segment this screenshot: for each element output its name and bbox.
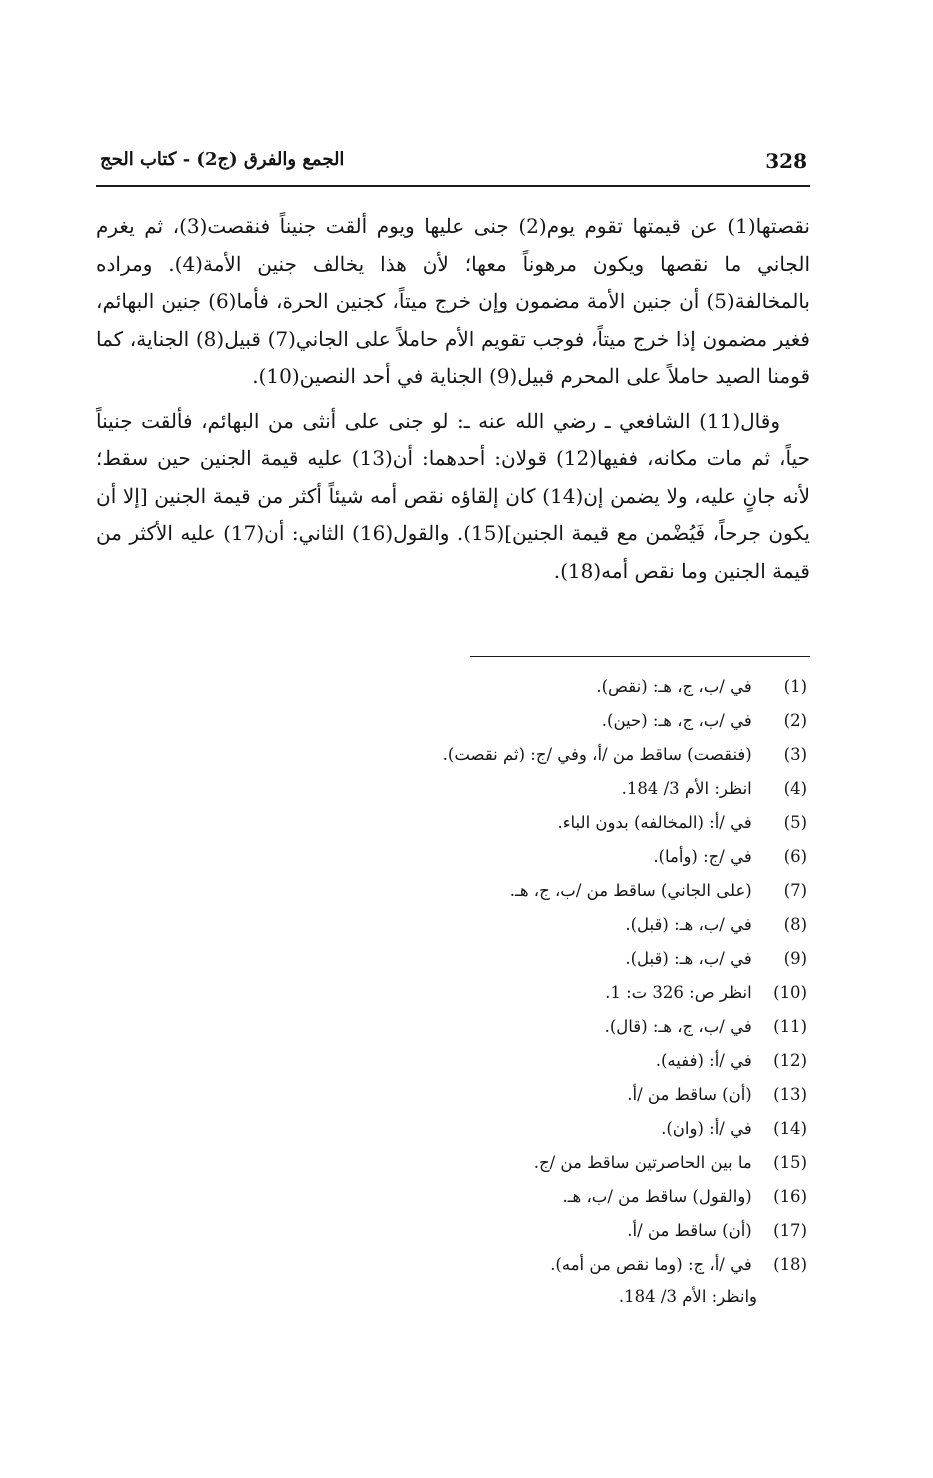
footnote-number: (12): [773, 1051, 807, 1070]
footnote-item: [300, 942, 807, 976]
footnote-item: [300, 874, 807, 908]
footnote-item: [300, 738, 807, 772]
footnote-text: في /أ: (وان).: [661, 1119, 752, 1138]
footnote-item: [300, 772, 807, 806]
footnote-item: [300, 1214, 807, 1248]
footnote-item: [300, 1044, 807, 1078]
footnote-text: في /ب، ج، هـ: (نقص).: [596, 677, 752, 696]
footnote-text: في /ب، ج، هـ: (حين).: [601, 711, 752, 730]
footnote-item: [300, 806, 807, 840]
footnote-number: (11): [773, 1017, 807, 1036]
footnote-continuation: وانظر: الأم 3/ 184.: [618, 1287, 757, 1306]
footnote-text: في /ب، هـ: (قبل).: [625, 949, 752, 968]
footnote-number: (13): [773, 1085, 807, 1104]
footnote-text: في /ب، هـ: (قبل).: [625, 915, 752, 934]
footnote-number: (4): [783, 779, 807, 798]
page-header: [100, 149, 807, 179]
footnote-number: (18): [773, 1255, 807, 1274]
footnote-item: [300, 1112, 807, 1146]
footnote-item: [300, 1180, 807, 1214]
footnote-item: [300, 1146, 807, 1180]
footnote-item: [300, 1248, 807, 1282]
footnote-text: في /أ: (المخالفه) بدون الباء.: [557, 813, 752, 832]
header-rule: [96, 185, 810, 187]
footnote-text: ما بين الحاصرتين ساقط من /ج.: [533, 1153, 752, 1172]
footnote-number: (3): [783, 745, 807, 764]
footnote-item: [300, 1010, 807, 1044]
footnote-item: [300, 704, 807, 738]
footnote-text: (أن) ساقط من /أ.: [627, 1085, 752, 1104]
footnote-rule: [470, 656, 810, 657]
footnote-number: (6): [783, 847, 807, 866]
footnote-number: (2): [783, 711, 807, 730]
footnote-text: (فنقصت) ساقط من /أ، وفي /ج: (ثم نقصت).: [442, 745, 752, 764]
footnote-number: (17): [773, 1221, 807, 1240]
footnote-text: (على الجاني) ساقط من /ب، ج، هـ.: [509, 881, 752, 900]
footnote-item: [300, 908, 807, 942]
footnote-text: في /ج: (وأما).: [653, 847, 752, 866]
footnote-number: (14): [773, 1119, 807, 1138]
footnote-number: (16): [773, 1187, 807, 1206]
footnote-text: (أن) ساقط من /أ.: [627, 1221, 752, 1240]
footnote-number: (1): [783, 677, 807, 696]
footnote-item: [300, 976, 807, 1010]
footnote-item: [300, 670, 807, 704]
footnote-number: (10): [773, 983, 807, 1002]
footnote-text: انظر: الأم 3/ 184.: [621, 779, 752, 798]
footnote-item: [300, 840, 807, 874]
footnote-text: انظر ص: 326 ت: 1.: [605, 983, 752, 1002]
running-title: الجمع والفرق (ج2) - كتاب الحج: [100, 149, 345, 170]
footnote-number: (15): [773, 1153, 807, 1172]
footnote-text: (والقول) ساقط من /ب، هـ.: [562, 1187, 752, 1206]
footnote-item: [300, 1078, 807, 1112]
paragraph: وقال(11) الشافعي ـ رضي الله عنه ـ: لو جنى على أنثى من البهائم، فألقت جنيناً حياً، ثم مات مكانه، ففيها(12) قولان: أحدهما: أن(13) عليه قيمة الجنين حين سقط؛ لأنه جانٍ عليه، ولا يضمن إن(14) كان إلقاؤه نقص أمه شيئاً أكثر من قيمة الجنين [إلا أن يكون جرحاً، فَيُضْمن مع قيمة الجنين](15). والقول(16) الثاني: أن(17) عليه الأكثر من قيمة الجنين وما نقص أمه(18).: [96, 408, 811, 583]
footnotes: [300, 670, 807, 1312]
main-text: [96, 208, 810, 590]
footnote-number: (7): [783, 881, 807, 900]
footnote-text: في /أ، ج: (وما نقص من أمه).: [550, 1255, 752, 1274]
page-number: 328: [765, 149, 807, 173]
footnote-text: في /أ: (ففيه).: [655, 1051, 752, 1070]
footnote-text: في /ب، ج، هـ: (قال).: [604, 1017, 752, 1036]
paragraph: نقصتها(1) عن قيمتها تقوم يوم(2) جنى عليها ويوم ألقت جنيناً فنقصت(3)، ثم يغرم الجاني ما نقصها ويكون مرهوناً معها؛ لأن هذا يخالف جنين الأمة(4). ومراده بالمخالفة(5) أن جنين الأمة مضمون وإن خرج ميتاً، كجنين الحرة، فأما(6) جنين البهائم، فغير مضمون إذا خرج ميتاً، فوجب تقويم الأم حاملاً على الجاني(7) قبيل(8) الجناية، كما قومنا الصيد حاملاً على المحرم قبيل(9) الجناية في أحد النصين(10).: [96, 214, 810, 388]
footnote-number: (9): [783, 949, 807, 968]
footnote-number: (8): [783, 915, 807, 934]
footnote-number: (5): [783, 813, 807, 832]
